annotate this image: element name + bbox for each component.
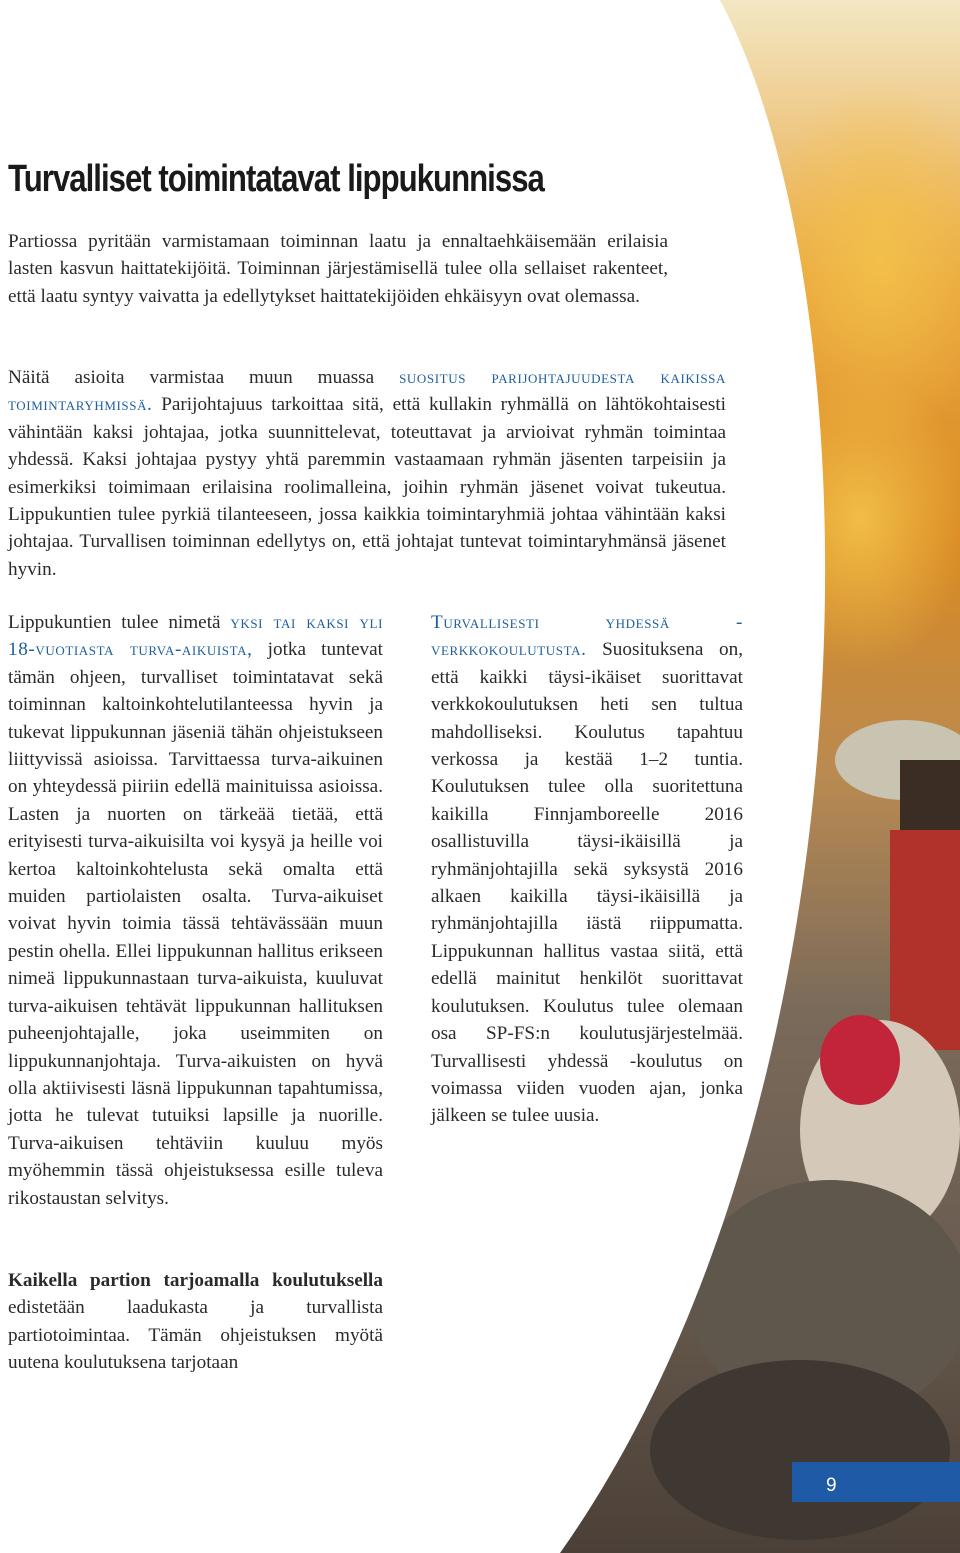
training-paragraph bbox=[8, 1267, 383, 1377]
page-number: 9 bbox=[826, 1475, 837, 1496]
safe-adult-highlight: yksi tai kaksi yli 18-vuotiasta turva-aikuista, bbox=[8, 612, 383, 661]
safe-adult-paragraph bbox=[8, 609, 383, 1212]
online-training-paragraph bbox=[431, 609, 743, 1130]
online-training-highlight: Turvallisesti yhdessä -verkkokoulutusta. bbox=[431, 612, 743, 661]
intro-text: Partiossa pyritään varmistamaan toiminnan laatu ja ennaltaehkäisemään erilaisia lasten kasvun haittatekijöitä. Toiminnan järjestämisellä tulee olla sellaiset rakenteet, että laatu syntyy vaivatta ja edellytykset haittatekijöiden ehkäisyyn ovat olemassa. bbox=[8, 231, 668, 307]
page-number-box bbox=[792, 1462, 960, 1502]
online-training-text: Suosituksena on, että kaikki täysi-ikäiset suorittavat verkkokoulutuksen heti sen tultua mahdolliseksi. Koulutus tapahtuu verkossa ja kestää 1–2 tuntia. Koulutuksen tulee olla suoritettuna kaikilla Finnjamboreelle 2016 osallistuvilla täysi-ikäisillä ja ryhmänjohtajilla sekä syksystä 2016 alkaen kaikilla täysi-ikäisillä ja ryhmänjohtajilla iästä riippumatta. Lippukunnan hallitus vastaa siitä, että edellä mainitut henkilöt suorittavat koulutuksen. Koulutus tulee olemaan osa SP-FS:n koulutusjärjestelmää. Turvallisesti yhdessä -koulutus on voimassa viiden vuoden ajan, jonka jälkeen se tulee uusia. bbox=[431, 639, 743, 1127]
pair-leadership-paragraph bbox=[8, 364, 726, 583]
training-text: edistetään laadukasta ja turvallista partiotoimintaa. Tämän ohjeistuksen myötä uutena koulutuksena tarjotaan bbox=[8, 1297, 383, 1374]
pair-leadership-text: Parijohtajuus tarkoittaa sitä, että kullakin ryhmällä on lähtökohtaisesti vähintään kaksi johtajaa, jotka suunnittelevat, toteuttavat ja arvioivat ryhmän toimintaa yhdessä. Kaksi johtajaa pystyy yhtä paremmin vastaamaan ryhmän jäsenten tarpeisiin ja esimerkiksi toimimaan erilaisina roolimalleina, joihin ryhmän jäsenet voivat tukeutua. Lippukuntien tulee pyrkiä tilanteeseen, jossa kaikkia toimintaryhmiä johtaa vähintään kaksi johtajaa. Turvallisen toiminnan edellytys on, että johtajat tuntevat toimintaryhmänsä jäsenet hyvin. bbox=[8, 394, 726, 580]
page-title: Turvalliset toimintatavat lippukunnissa bbox=[8, 158, 544, 200]
training-bold-lead: Kaikella partion tarjoamalla koulutuksella bbox=[8, 1270, 383, 1291]
safe-adult-text: jotka tuntevat tämän ohjeen, turvalliset toimintatavat sekä toiminnan kaltoinkohtelutilanteessa hyvin ja tukevat lippukunnan jäseniä tähän ohjeistukseen liittyvissä asioissa. Tarvittaessa turva-aikuinen on yhteydessä piiriin edellä mainituissa asioissa. Lasten ja nuorten on tärkeää tietää, että erityisesti turva-aikuisilta voi kysyä ja heille voi kertoa kaltoinkohtelusta sekä omalta että muiden partiolaisten osalta. Turva-aikuiset voivat hyvin toimia tässä tehtävässään muun pestin ohella. Ellei lippukunnan hallitus erikseen nimeä lippukunnastaan turva-aikuista, kuuluvat turva-aikuisen tehtävät lippukunnan hallituksen puheenjohtajalle, joka useimmiten on lippukunnanjohtaja. Turva-aikuisten on hyvä olla aktiivisesti läsnä lippukunnan tapahtumissa, jotta he tulevat tutuiksi lapsille ja nuorille. Turva-aikuisen tehtäviin kuuluu myös myöhemmin tässä ohjeistuksessa esille tuleva rikostaustan selvitys. bbox=[8, 639, 383, 1209]
safe-adult-lead: Lippukuntien tulee nimetä bbox=[8, 612, 231, 633]
pair-leadership-lead: Näitä asioita varmistaa muun muassa bbox=[8, 367, 400, 388]
pair-leadership-recommendation: suositus parijohtajuudesta kaikissa toimintaryhmissä. bbox=[8, 367, 726, 416]
intro-paragraph bbox=[8, 228, 668, 310]
